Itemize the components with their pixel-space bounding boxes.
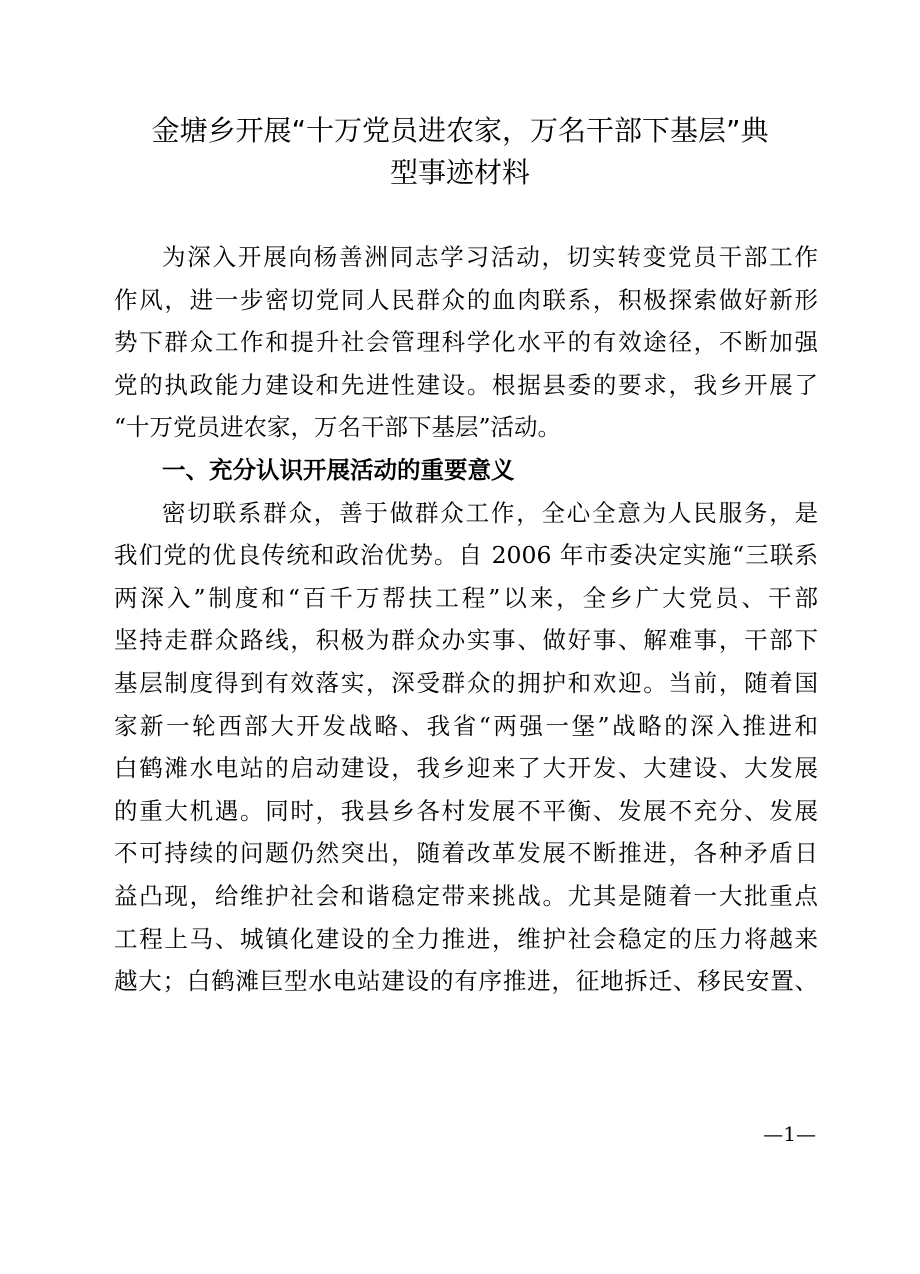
document-title (110, 110, 810, 194)
paragraph-significance (114, 492, 818, 1003)
paragraph-line: 作风，进一步密切党同人民群众的血肉联系，积极探索做好新形 (114, 285, 818, 314)
title-line-1: 金塘乡开展“十万党员进农家，万名干部下基层”典 (151, 114, 769, 147)
paragraph-line: 白鹤滩水电站的启动建设，我乡迎来了大开发、大建设、大发展 (114, 754, 818, 783)
paragraph-line: 家新一轮西部大开发战略、我省“两强一堡”战略的深入推进和 (114, 711, 818, 740)
paragraph-line: 两深入”制度和“百千万帮扶工程”以来，全乡广大党员、干部 (114, 583, 818, 612)
paragraph-line: 坚持走群众路线，积极为群众办实事、做好事、解难事，干部下 (114, 626, 818, 655)
paragraph-line: 党的执政能力建设和先进性建设。根据县委的要求，我乡开展了 (114, 370, 818, 399)
paragraph-line: 工程上马、城镇化建设的全力推进，维护社会稳定的压力将越来 (114, 924, 818, 953)
paragraph-line: 我们党的优良传统和政治优势。自 2006 年市委决定实施“三联系 (114, 541, 818, 570)
paragraph-line: 不可持续的问题仍然突出，随着改革发展不断推进，各种矛盾日 (114, 839, 818, 868)
paragraph-line: 益凸现，给维护社会和谐稳定带来挑战。尤其是随着一大批重点 (114, 881, 818, 910)
paragraph-line: 密切联系群众，善于做群众工作，全心全意为人民服务，是 (162, 498, 818, 527)
page-number: —1— (763, 1122, 816, 1146)
paragraph-line: 的重大机遇。同时，我县乡各村发展不平衡、发展不充分、发展 (114, 796, 818, 825)
paragraph-line: 为深入开展向杨善洲同志学习活动，切实转变党员干部工作 (162, 243, 818, 271)
paragraph-line: 势下群众工作和提升社会管理科学化水平的有效途径，不断加强 (114, 328, 818, 357)
section-heading: 一、充分认识开展活动的重要意义 (162, 455, 515, 484)
paragraph-line: “十万党员进农家，万名干部下基层”活动。 (114, 413, 562, 442)
paragraph-intro (114, 236, 818, 449)
paragraph-line: 基层制度得到有效落实，深受群众的拥护和欢迎。当前，随着国 (114, 668, 818, 697)
document-body (114, 236, 818, 1003)
paragraph-line: 越大；白鹤滩巨型水电站建设的有序推进，征地拆迁、移民安置、 (114, 967, 818, 996)
title-line-2: 型事迹材料 (389, 156, 530, 189)
